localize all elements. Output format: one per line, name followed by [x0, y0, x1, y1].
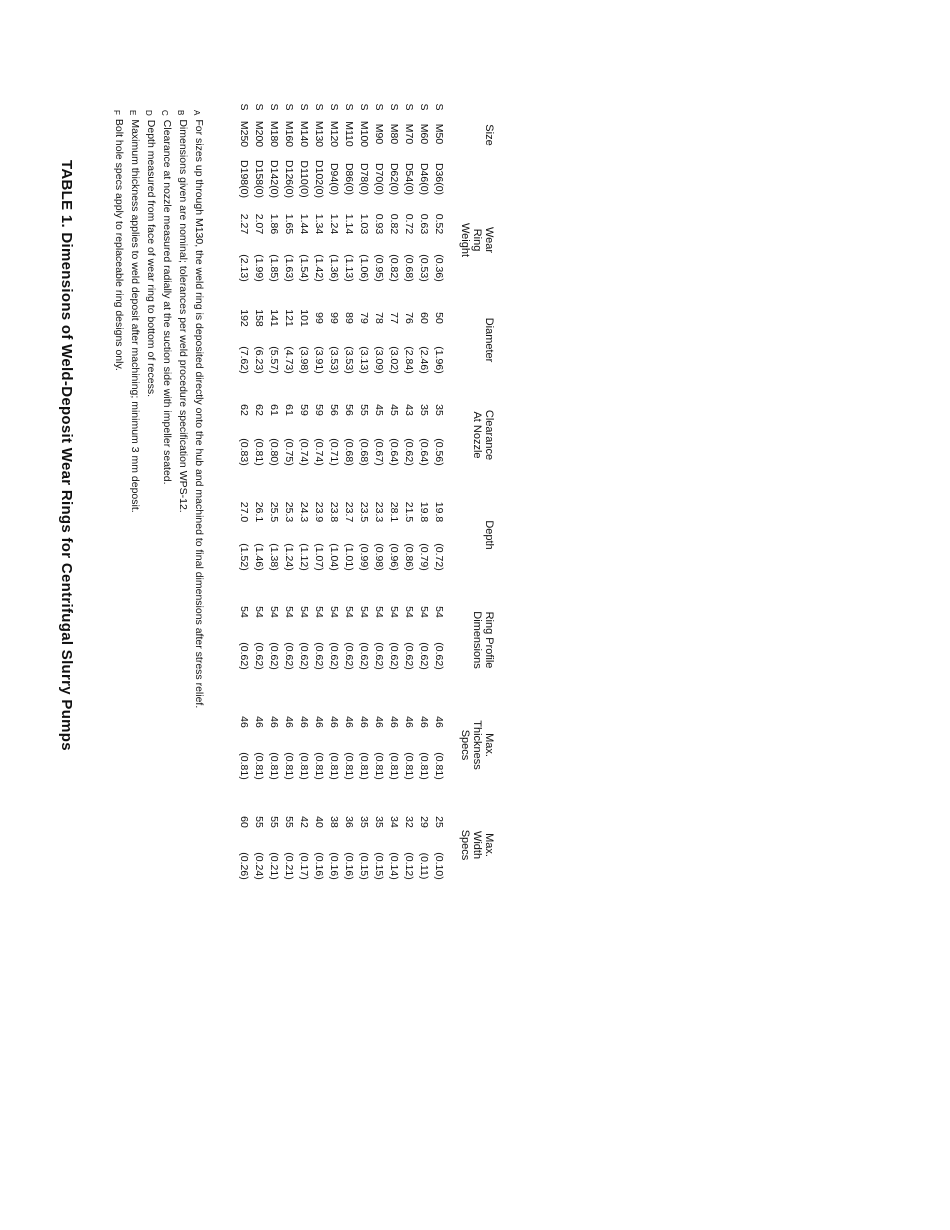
cell-th-in: (0.81)	[313, 752, 325, 780]
cell-mw-mm: 35	[358, 816, 370, 828]
cell-pr-in: (0.62)	[328, 642, 340, 670]
cell-cl-in: (0.74)	[313, 438, 325, 466]
cell-wt-kg: 0.63	[418, 213, 430, 235]
cell-od-mm: D46(0)	[418, 162, 430, 196]
cell-th-mm: 46	[433, 716, 445, 728]
table-body	[205, 100, 445, 1140]
header-clearance: Clearance At Nozzle	[471, 409, 495, 461]
cell-mw-mm: 38	[328, 816, 340, 828]
cell-dia-in: (3.53)	[343, 346, 355, 374]
cell-cl-mm: 43	[403, 404, 415, 416]
note-marker: D	[144, 110, 153, 116]
cell-dia-in: (3.02)	[388, 346, 400, 374]
cell-th-mm: 46	[238, 716, 250, 728]
cell-wt-kg: 1.03	[358, 213, 370, 235]
header-pump-size: Size	[483, 124, 495, 146]
cell-od-mm: D126(0)	[283, 160, 295, 198]
cell-mark: S	[298, 103, 310, 111]
cell-dp-in: (1.12)	[298, 543, 310, 571]
cell-mw-in: (0.16)	[328, 852, 340, 880]
cell-th-mm: 46	[418, 716, 430, 728]
cell-dp-in: (1.38)	[268, 543, 280, 571]
cell-mw-mm: 60	[238, 816, 250, 828]
cell-wt-kg: 2.07	[253, 213, 265, 235]
cell-mw-mm: 35	[373, 816, 385, 828]
cell-mw-in: (0.24)	[253, 852, 265, 880]
cell-cl-mm: 56	[343, 404, 355, 416]
cell-cl-mm: 62	[253, 404, 265, 416]
cell-dia-in: (1.96)	[433, 346, 445, 374]
cell-wt-kg: 0.93	[373, 213, 385, 235]
cell-th-in: (0.81)	[418, 752, 430, 780]
cell-size: M200	[253, 120, 265, 148]
cell-dia-in: (2.84)	[403, 346, 415, 374]
cell-size: M250	[238, 120, 250, 148]
cell-wt-kg: 1.65	[283, 213, 295, 235]
header-max-thickness: Max. Thickness Specs	[459, 720, 495, 770]
cell-th-in: (0.81)	[403, 752, 415, 780]
cell-pr-in: (0.62)	[298, 642, 310, 670]
cell-pr-mm: 54	[328, 606, 340, 618]
cell-dia-mm: 89	[343, 312, 355, 324]
cell-mark: S	[433, 103, 445, 111]
cell-dp-in: (1.52)	[238, 543, 250, 571]
cell-mark: S	[253, 103, 265, 111]
cell-od-mm: D102(0)	[313, 160, 325, 198]
cell-size: M70	[403, 123, 415, 145]
cell-dia-mm: 79	[358, 312, 370, 324]
cell-th-in: (0.81)	[298, 752, 310, 780]
cell-mark: S	[283, 103, 295, 111]
cell-cl-mm: 59	[313, 404, 325, 416]
cell-dia-in: (3.13)	[358, 346, 370, 374]
table-note	[177, 110, 189, 513]
cell-mark: S	[418, 103, 430, 111]
header-diameter: Diameter	[483, 317, 495, 363]
note-marker: A	[192, 110, 201, 116]
cell-mw-mm: 32	[403, 816, 415, 828]
cell-pr-in: (0.62)	[433, 642, 445, 670]
cell-od-mm: D54(0)	[403, 162, 415, 196]
cell-size: M100	[358, 120, 370, 148]
cell-th-in: (0.81)	[388, 752, 400, 780]
cell-mw-in: (0.17)	[298, 852, 310, 880]
cell-size: M50	[433, 123, 445, 145]
cell-cl-mm: 45	[388, 404, 400, 416]
cell-pr-in: (0.62)	[403, 642, 415, 670]
cell-cl-mm: 61	[283, 404, 295, 416]
cell-dp-in: (0.72)	[433, 543, 445, 571]
cell-size: M130	[313, 120, 325, 148]
cell-mark: S	[388, 103, 400, 111]
cell-wt-lb: (1.54)	[298, 254, 310, 282]
cell-dp-in: (1.07)	[313, 543, 325, 571]
cell-pr-mm: 54	[358, 606, 370, 618]
cell-mw-mm: 25	[433, 816, 445, 828]
table-note	[193, 110, 205, 708]
cell-cl-in: (0.74)	[298, 438, 310, 466]
cell-th-mm: 46	[403, 716, 415, 728]
cell-dp-mm: 23.8	[328, 501, 340, 523]
cell-wt-kg: 1.14	[343, 213, 355, 235]
cell-wt-lb: (1.06)	[358, 254, 370, 282]
cell-mark: S	[328, 103, 340, 111]
cell-od-mm: D142(0)	[268, 160, 280, 198]
cell-dp-mm: 25.5	[268, 501, 280, 523]
cell-cl-in: (0.75)	[283, 438, 295, 466]
cell-od-mm: D36(0)	[433, 162, 445, 196]
cell-size: M60	[418, 123, 430, 145]
cell-pr-in: (0.62)	[313, 642, 325, 670]
cell-dia-in: (5.57)	[268, 346, 280, 374]
cell-dp-in: (1.01)	[343, 543, 355, 571]
cell-dia-in: (6.23)	[253, 346, 265, 374]
cell-mw-mm: 55	[283, 816, 295, 828]
note-text: Clearance at nozzle measured radially at the suction side with impeller seated.	[161, 119, 173, 485]
cell-dia-mm: 50	[433, 312, 445, 324]
cell-cl-in: (0.64)	[418, 438, 430, 466]
cell-dia-mm: 101	[298, 309, 310, 327]
cell-size: M80	[388, 123, 400, 145]
cell-dp-mm: 19.8	[433, 501, 445, 523]
cell-dp-in: (1.46)	[253, 543, 265, 571]
cell-th-in: (0.81)	[283, 752, 295, 780]
cell-size: M90	[373, 123, 385, 145]
cell-cl-mm: 59	[298, 404, 310, 416]
cell-wt-lb: (1.63)	[283, 254, 295, 282]
cell-th-in: (0.81)	[373, 752, 385, 780]
cell-dia-in: (2.46)	[418, 346, 430, 374]
cell-pr-mm: 54	[253, 606, 265, 618]
cell-cl-mm: 35	[433, 404, 445, 416]
cell-th-mm: 46	[313, 716, 325, 728]
cell-mw-in: (0.15)	[358, 852, 370, 880]
cell-mark: S	[313, 103, 325, 111]
cell-od-mm: D86(0)	[343, 162, 355, 196]
cell-th-mm: 46	[358, 716, 370, 728]
cell-dp-in: (1.04)	[328, 543, 340, 571]
cell-size: M110	[343, 121, 355, 147]
cell-dia-mm: 121	[283, 309, 295, 327]
cell-cl-in: (0.68)	[358, 438, 370, 466]
rotated-table-sheet	[45, 100, 505, 1140]
cell-od-mm: D158(0)	[253, 160, 265, 198]
cell-pr-mm: 54	[418, 606, 430, 618]
cell-th-in: (0.81)	[343, 752, 355, 780]
cell-dp-mm: 23.3	[373, 501, 385, 523]
cell-dia-mm: 99	[328, 312, 340, 324]
table-note	[113, 110, 125, 371]
cell-pr-mm: 54	[238, 606, 250, 618]
cell-od-mm: D62(0)	[388, 162, 400, 196]
cell-wt-kg: 1.34	[313, 213, 325, 235]
cell-th-mm: 46	[283, 716, 295, 728]
cell-mark: S	[343, 103, 355, 111]
cell-th-mm: 46	[268, 716, 280, 728]
cell-dia-mm: 192	[238, 309, 250, 327]
cell-wt-lb: (2.13)	[238, 254, 250, 282]
cell-size: M160	[283, 120, 295, 148]
cell-pr-in: (0.62)	[253, 642, 265, 670]
table-note	[145, 110, 157, 397]
cell-cl-mm: 56	[328, 404, 340, 416]
cell-cl-in: (0.81)	[253, 438, 265, 466]
cell-mw-mm: 42	[298, 816, 310, 828]
cell-dp-in: (0.98)	[373, 543, 385, 571]
cell-mw-mm: 34	[388, 816, 400, 828]
cell-wt-lb: (0.53)	[418, 254, 430, 282]
cell-dp-in: (0.79)	[418, 543, 430, 571]
cell-wt-lb: (1.13)	[343, 254, 355, 282]
cell-pr-mm: 54	[433, 606, 445, 618]
cell-th-mm: 46	[328, 716, 340, 728]
cell-dp-mm: 26.1	[253, 501, 265, 523]
cell-dp-in: (0.99)	[358, 543, 370, 571]
cell-cl-mm: 61	[268, 404, 280, 416]
note-text: Maximum thickness applies to weld deposit after machining; minimum 3 mm deposit.	[129, 119, 141, 513]
cell-mw-in: (0.11)	[418, 852, 430, 880]
cell-pr-mm: 54	[268, 606, 280, 618]
cell-od-mm: D94(0)	[328, 162, 340, 196]
note-text: Bolt hole specs apply to replaceable ring designs only.	[113, 118, 125, 371]
cell-size: M180	[268, 120, 280, 148]
cell-mark: S	[238, 103, 250, 111]
cell-mw-in: (0.16)	[343, 852, 355, 880]
cell-mark: S	[403, 103, 415, 111]
cell-cl-mm: 45	[373, 404, 385, 416]
cell-th-mm: 46	[388, 716, 400, 728]
cell-dp-in: (0.96)	[388, 543, 400, 571]
cell-th-in: (0.81)	[433, 752, 445, 780]
cell-dia-in: (3.91)	[313, 346, 325, 374]
cell-pr-in: (0.62)	[238, 642, 250, 670]
cell-wt-kg: 2.27	[238, 213, 250, 235]
cell-dia-mm: 78	[373, 312, 385, 324]
cell-dia-in: (7.62)	[238, 346, 250, 374]
cell-dia-in: (3.53)	[328, 346, 340, 374]
cell-dp-mm: 23.5	[358, 501, 370, 523]
cell-dp-mm: 23.7	[343, 501, 355, 523]
cell-pr-in: (0.62)	[373, 642, 385, 670]
cell-pr-mm: 54	[343, 606, 355, 618]
cell-dp-in: (1.24)	[283, 543, 295, 571]
cell-pr-mm: 54	[283, 606, 295, 618]
header-max-width: Max. Width Specs	[459, 829, 495, 861]
cell-cl-in: (0.62)	[403, 438, 415, 466]
cell-cl-in: (0.68)	[343, 438, 355, 466]
header-depth: Depth	[483, 520, 495, 550]
cell-dp-mm: 23.9	[313, 501, 325, 523]
cell-size: M120	[328, 120, 340, 148]
cell-dp-mm: 28.1	[388, 501, 400, 523]
cell-cl-mm: 62	[238, 404, 250, 416]
note-marker: B	[176, 110, 185, 116]
cell-cl-in: (0.80)	[268, 438, 280, 466]
cell-cl-in: (0.56)	[433, 438, 445, 466]
cell-wt-kg: 1.86	[268, 213, 280, 235]
cell-dia-in: (3.98)	[298, 346, 310, 374]
note-text: Depth measured from face of wear ring to bottom of recess.	[145, 119, 157, 397]
cell-dia-mm: 60	[418, 312, 430, 324]
cell-mw-in: (0.12)	[403, 852, 415, 880]
cell-cl-in: (0.71)	[328, 438, 340, 466]
cell-th-in: (0.81)	[358, 752, 370, 780]
note-marker: C	[160, 110, 169, 116]
note-marker: E	[128, 110, 137, 116]
note-text: Dimensions given are nominal; tolerances per weld procedure specification WPS-12.	[177, 119, 189, 513]
cell-pr-in: (0.62)	[358, 642, 370, 670]
cell-od-mm: D70(0)	[373, 162, 385, 196]
cell-mw-in: (0.10)	[433, 852, 445, 880]
cell-wt-lb: (0.82)	[388, 254, 400, 282]
cell-th-in: (0.81)	[238, 752, 250, 780]
cell-cl-in: (0.64)	[388, 438, 400, 466]
cell-dp-mm: 21.5	[403, 501, 415, 523]
cell-od-mm: D198(0)	[238, 160, 250, 198]
cell-mw-mm: 40	[313, 816, 325, 828]
cell-mw-mm: 29	[418, 816, 430, 828]
cell-mw-in: (0.21)	[283, 852, 295, 880]
cell-wt-kg: 1.24	[328, 213, 340, 235]
cell-mw-mm: 55	[253, 816, 265, 828]
cell-wt-lb: (1.36)	[328, 254, 340, 282]
cell-od-mm: D78(0)	[358, 162, 370, 196]
cell-th-in: (0.81)	[328, 752, 340, 780]
cell-dia-mm: 99	[313, 312, 325, 324]
cell-th-mm: 46	[343, 716, 355, 728]
cell-wt-kg: 0.52	[433, 213, 445, 235]
table-note	[129, 110, 141, 513]
table-title: TABLE 1. Dimensions of Weld-Deposit Wear Rings for Centrifugal Slurry Pumps	[58, 160, 75, 751]
cell-mw-in: (0.14)	[388, 852, 400, 880]
cell-wt-lb: (0.68)	[403, 254, 415, 282]
cell-pr-mm: 54	[388, 606, 400, 618]
cell-dia-mm: 77	[388, 312, 400, 324]
cell-th-mm: 46	[298, 716, 310, 728]
cell-mw-in: (0.15)	[373, 852, 385, 880]
cell-dp-mm: 25.3	[283, 501, 295, 523]
cell-wt-kg: 0.72	[403, 213, 415, 235]
cell-dia-mm: 76	[403, 312, 415, 324]
cell-wt-lb: (0.95)	[373, 254, 385, 282]
cell-od-mm: D110(0)	[298, 160, 310, 198]
cell-dia-in: (4.73)	[283, 346, 295, 374]
cell-wt-lb: (1.42)	[313, 254, 325, 282]
cell-dp-mm: 27.0	[238, 501, 250, 523]
cell-pr-in: (0.62)	[388, 642, 400, 670]
cell-dia-mm: 141	[268, 309, 280, 327]
note-marker: F	[112, 110, 121, 115]
cell-dp-mm: 24.3	[298, 501, 310, 523]
header-weight: Wear Ring Weight	[459, 222, 495, 258]
cell-pr-in: (0.62)	[343, 642, 355, 670]
cell-pr-mm: 54	[373, 606, 385, 618]
header-ring-profile: Ring Profile Dimensions	[471, 611, 495, 669]
cell-pr-mm: 54	[298, 606, 310, 618]
table-note	[161, 110, 173, 485]
cell-pr-in: (0.62)	[268, 642, 280, 670]
cell-th-mm: 46	[373, 716, 385, 728]
cell-th-in: (0.81)	[268, 752, 280, 780]
cell-cl-in: (0.83)	[238, 438, 250, 466]
cell-mark: S	[358, 103, 370, 111]
cell-cl-mm: 35	[418, 404, 430, 416]
cell-wt-kg: 0.82	[388, 213, 400, 235]
cell-mw-in: (0.16)	[313, 852, 325, 880]
cell-mw-in: (0.26)	[238, 852, 250, 880]
cell-th-mm: 46	[253, 716, 265, 728]
cell-cl-mm: 55	[358, 404, 370, 416]
cell-pr-mm: 54	[313, 606, 325, 618]
cell-size: M140	[298, 120, 310, 148]
cell-mw-mm: 36	[343, 816, 355, 828]
cell-dp-in: (0.86)	[403, 543, 415, 571]
note-text: For sizes up through M130, the weld ring is deposited directly onto the hub and machined to final dimensions after stress relief.	[193, 119, 205, 709]
cell-dia-in: (3.09)	[373, 346, 385, 374]
cell-wt-lb: (1.85)	[268, 254, 280, 282]
cell-mark: S	[373, 103, 385, 111]
cell-dia-mm: 158	[253, 309, 265, 327]
cell-pr-in: (0.62)	[283, 642, 295, 670]
cell-pr-mm: 54	[403, 606, 415, 618]
cell-wt-lb: (1.99)	[253, 254, 265, 282]
cell-cl-in: (0.67)	[373, 438, 385, 466]
cell-dp-mm: 19.8	[418, 501, 430, 523]
cell-wt-lb: (0.36)	[433, 254, 445, 282]
cell-pr-in: (0.62)	[418, 642, 430, 670]
cell-wt-kg: 1.44	[298, 213, 310, 235]
cell-th-in: (0.81)	[253, 752, 265, 780]
cell-mw-mm: 55	[268, 816, 280, 828]
cell-mark: S	[268, 103, 280, 111]
cell-mw-in: (0.21)	[268, 852, 280, 880]
